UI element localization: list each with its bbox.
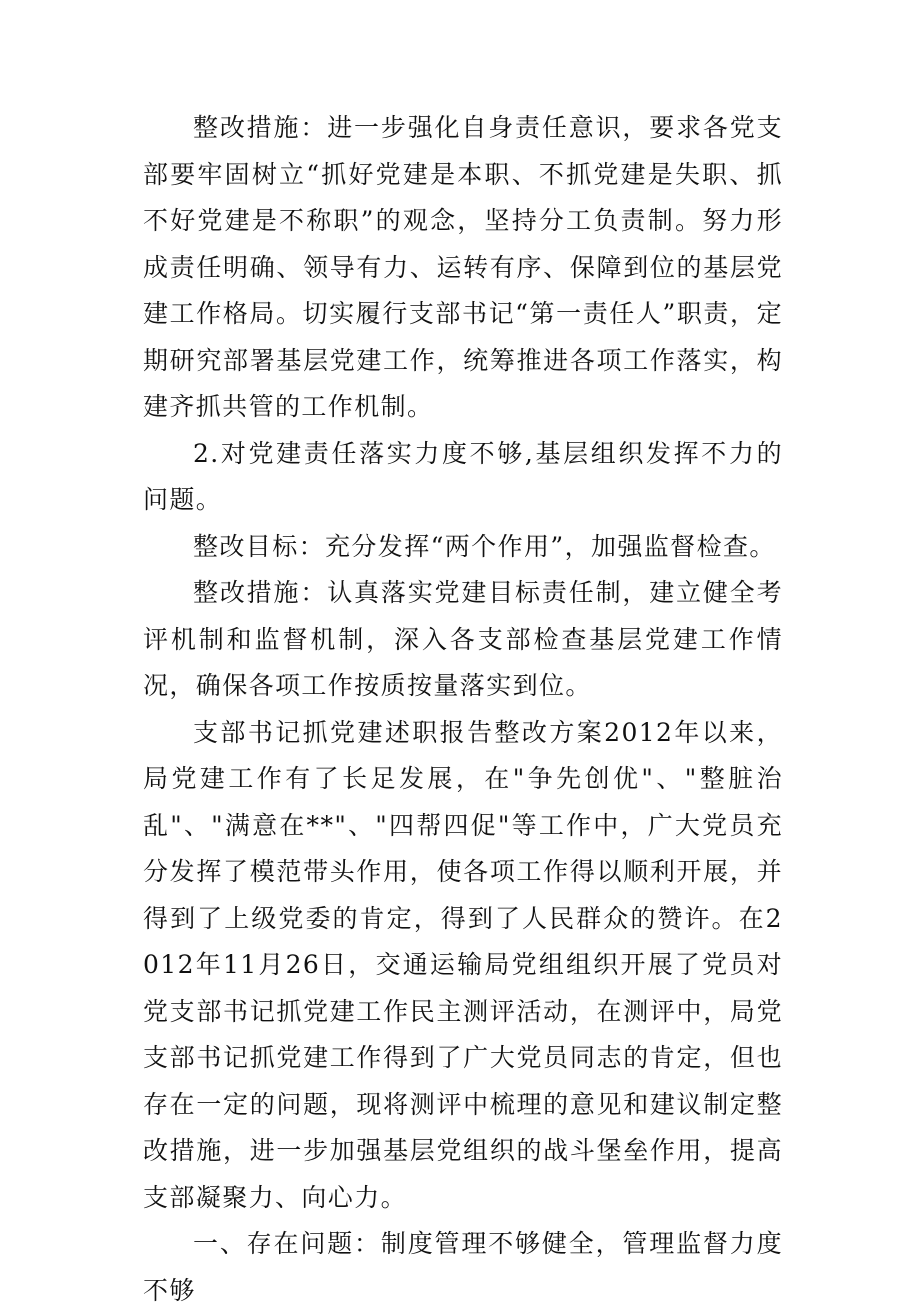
paragraph-rectification-measures-1: 整改措施：进一步强化自身责任意识，要求各党支部要牢固树立“抓好党建是本职、不抓党建是失职、抓不好党建是不称职”的观念，坚持分工负责制。努力形成责任明确、领导有力、运转有序、保障到位的基层党建工作格局。切实履行支部书记“第一责任人”职责，定期研究部署基层党建工作，统筹推进各项工作落实，构建齐抓共管的工作机制。 (143, 113, 783, 421)
paragraph-issue-2: 2.对党建责任落实力度不够,基层组织发挥不力的问题。 (143, 438, 783, 514)
paragraph-existing-problems: 一、存在问题：制度管理不够健全，管理监督力度不够 (143, 1229, 783, 1305)
paragraph-rectification-measures-2: 整改措施：认真落实党建目标责任制，建立健全考评机制和监督机制，深入各支部检查基层党建工作情况，确保各项工作按质按量落实到位。 (143, 578, 783, 700)
paragraph-rectification-goal: 整改目标：充分发挥“两个作用”，加强监督检查。 (193, 531, 776, 561)
document-body (143, 105, 783, 1314)
paragraph-report-intro: 支部书记抓党建述职报告整改方案2012年以来，局党建工作有了长足发展，在"争先创优"、"整脏治乱"、"满意在**"、"四帮四促"等工作中，广大党员充分发挥了模范带头作用，使各项工作得以顺利开展，并得到了上级党委的肯定，得到了人民群众的赞许。在2012年11月26日，交通运输局党组组织开展了党员对党支部书记抓党建工作民主测评活动，在测评中，局党支部书记抓党建工作得到了广大党员同志的肯定，但也存在一定的问题，现将测评中梳理的意见和建议制定整改措施，进一步加强基层党组织的战斗堡垒作用，提高支部凝聚力、向心力。 (143, 717, 783, 1212)
